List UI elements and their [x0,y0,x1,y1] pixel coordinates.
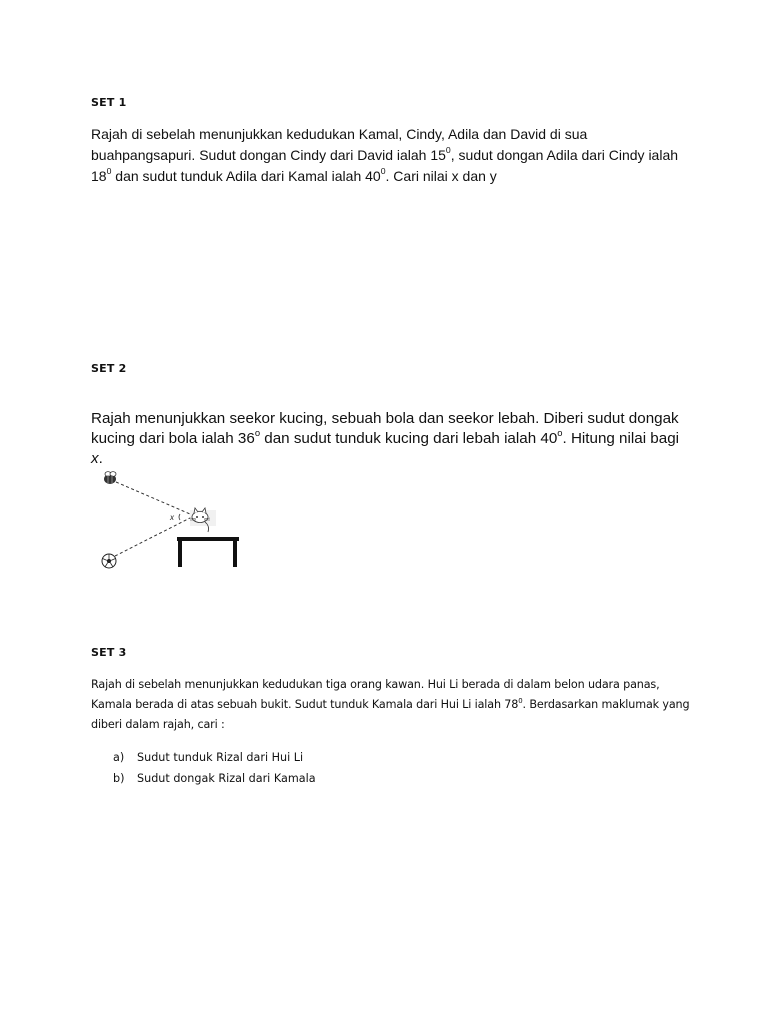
bee-icon [104,472,116,484]
set1-degree-2: 0 [106,166,112,177]
set1-question [91,124,691,187]
set3-heading: SET 3 [91,646,127,659]
cat-ball-bee-diagram [96,464,256,576]
set1-degree-3: 0 [380,166,386,177]
set3-text-a: Rajah di sebelah menunjukkan kedudukan tiga orang kawan. Hui Li berada di dalam belon udara panas, Kamala berada di atas sebuah bukit. Sudut tunduk Kamala dari Hui Li ialah 78 [91,678,660,711]
soccer-ball-icon [102,554,116,568]
set2-text-a: Rajah menunjukkan seekor kucing, sebuah bola dan seekor lebah. Diberi sudut dongak kucing dari bola ialah 36 [91,410,679,447]
set2-text-b: dan sudut tunduk kucing dari lebah ialah 40 [260,430,558,447]
set2-question [91,409,691,469]
set1-text-a: Rajah di sebelah menunjukkan kedudukan Kamal, Cindy, Adila dan David di sua buahpangsapuri. Sudut dongan Cindy dari David ialah 15 [91,126,588,163]
set2-degree-2: o [557,427,563,438]
list-item [113,768,316,789]
table-icon [177,537,239,567]
set2-text-d: . [98,450,103,467]
list-marker: b) [113,772,125,785]
set3-question [91,675,691,735]
list-item [113,747,316,768]
sight-line-bee [116,482,190,514]
set3-text-b: . Berdasarkan maklumak yang diberi dalam rajah, cari : [91,698,690,731]
set1-text-b: , sudut dongan Adila dari Cindy ialah 18 [91,147,679,184]
angle-label-x: x [170,513,174,522]
set3-degree-1: 0 [518,696,523,705]
set1-text-c: dan sudut tunduk Adila dari Kamal ialah 40 [111,168,381,184]
cat-icon [190,508,216,532]
set2-text-c: . Hitung nilai bagi [562,430,680,447]
set2-heading: SET 2 [91,362,127,375]
list-item-text: Sudut tunduk Rizal dari Hui Li [137,751,304,764]
list-marker: a) [113,751,125,764]
set1-heading: SET 1 [91,96,127,109]
list-item-text: Sudut dongak Rizal dari Kamala [137,772,316,785]
set2-degree-1: o [254,427,261,438]
set1-text-d: . Cari nilai x dan y [385,168,497,184]
set3-list [113,747,316,789]
set2-variable: x [91,450,99,467]
set1-degree-1: 0 [445,145,451,156]
